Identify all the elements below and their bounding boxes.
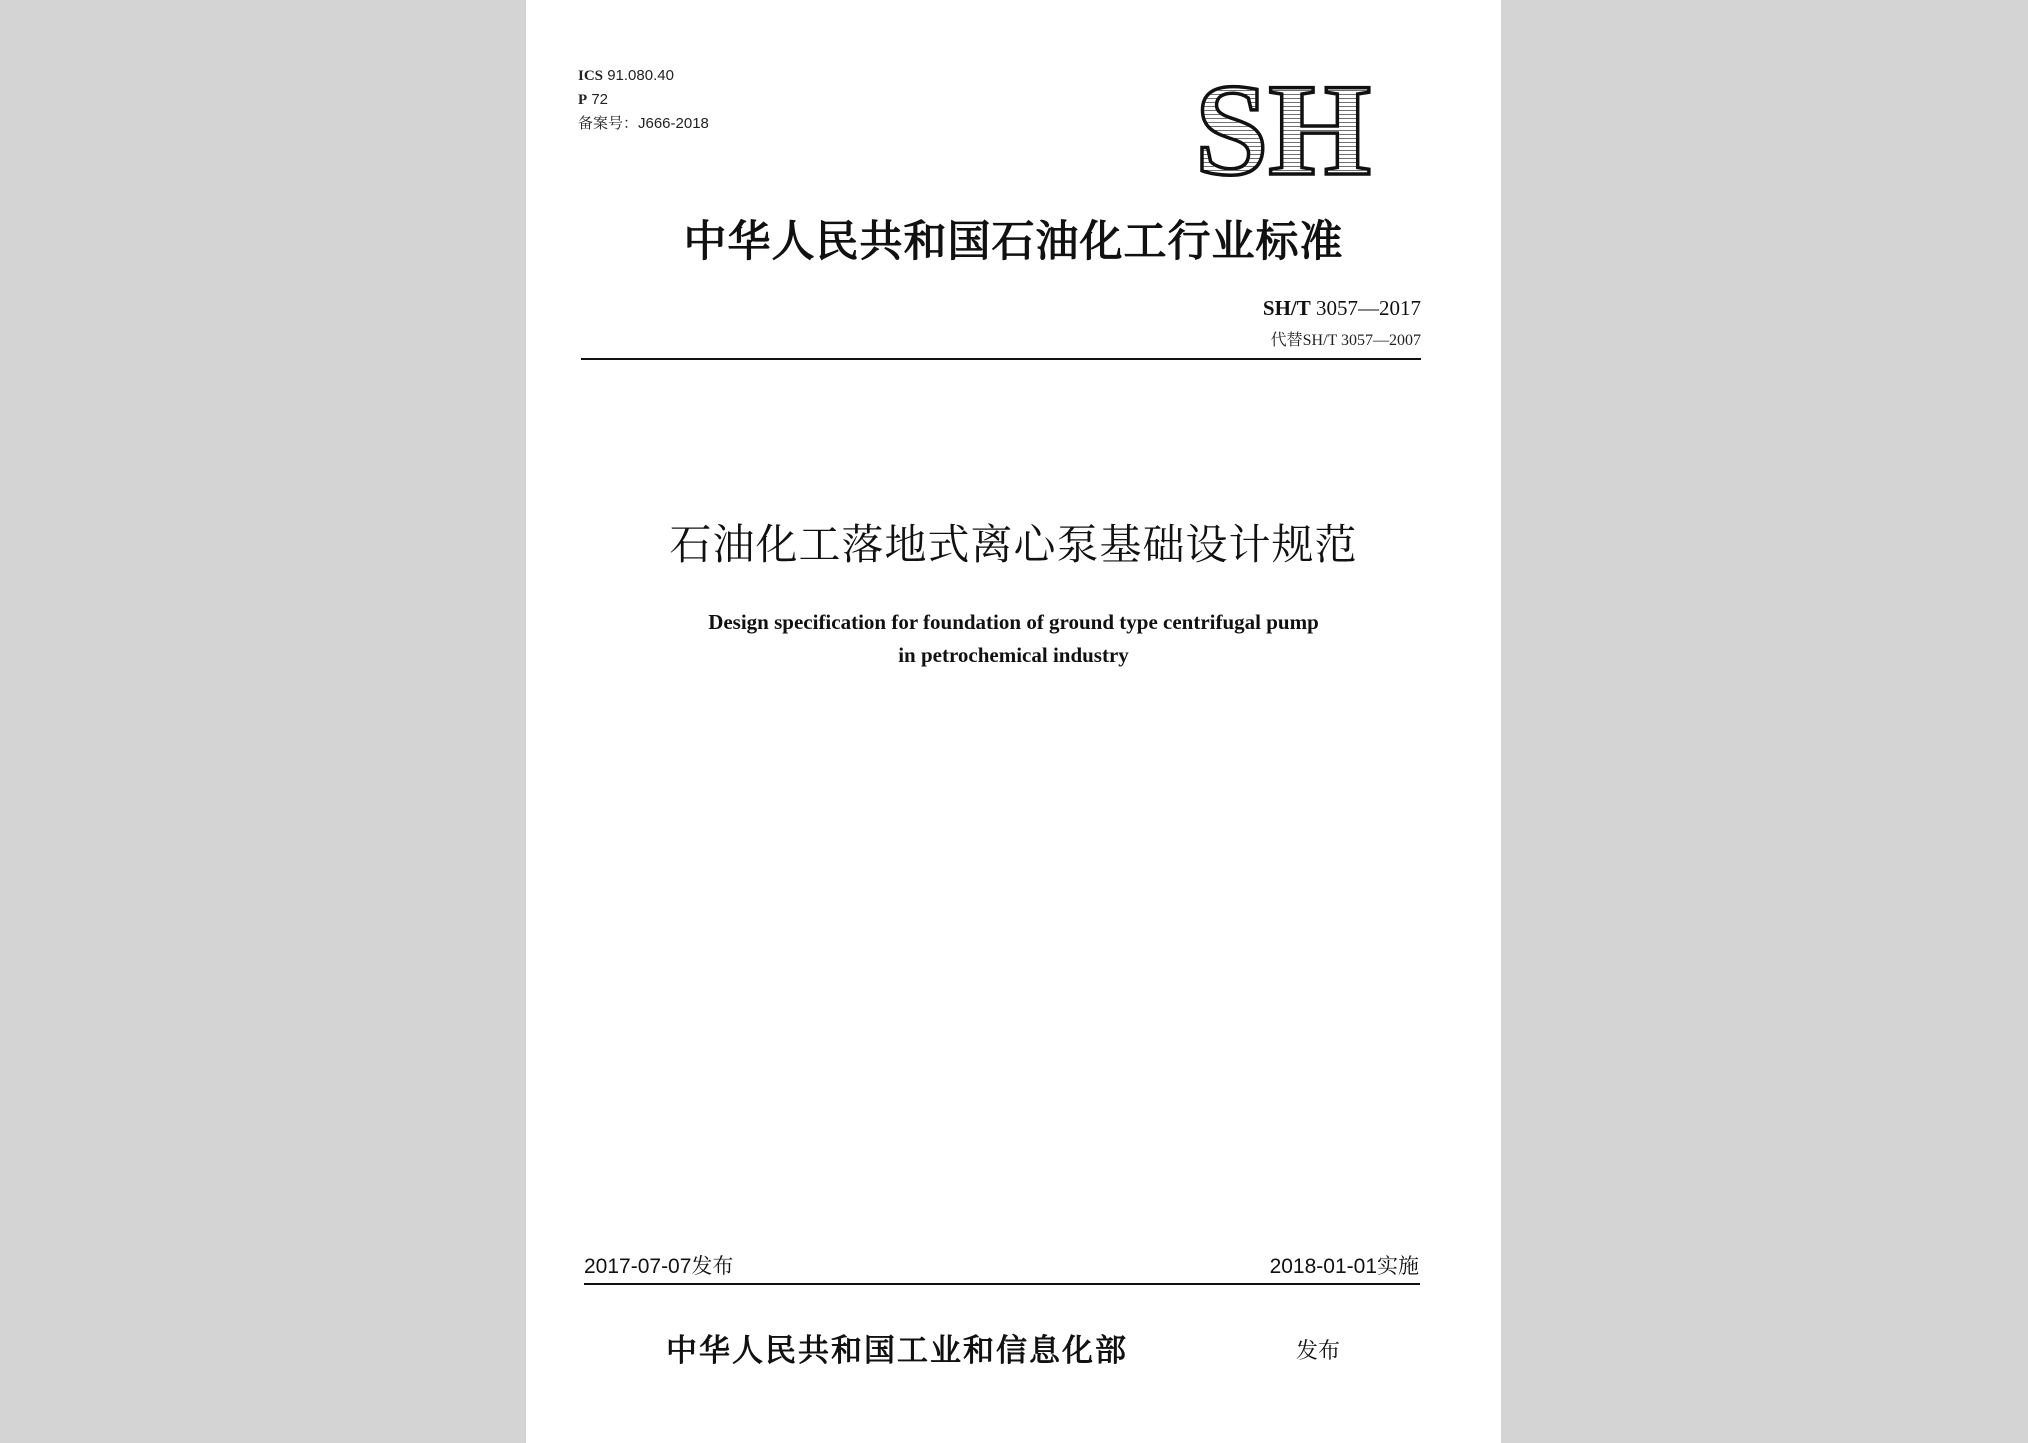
publisher-name: 中华人民共和国工业和信息化部 (666, 1333, 1128, 1369)
sh-logo-text: SH (1194, 70, 1372, 190)
english-title-line-1: Design specification for foundation of ground type centrifugal pump (708, 610, 1319, 634)
header-divider (581, 358, 1421, 360)
ics-label: ICS (578, 68, 604, 84)
sh-logo-mark (1176, 70, 1391, 190)
document-title-chinese: 石油化工落地式离心泵基础设计规范 (669, 520, 1358, 569)
effective-date: 2018-01-01实施 (1269, 1255, 1419, 1278)
ics-code (578, 64, 709, 88)
document-title-english (526, 606, 1501, 672)
record-number: 备案号：J666-2018 (578, 115, 709, 132)
standard-prefix: SH/T (1262, 296, 1311, 320)
publish-label: 发布 (1296, 1339, 1341, 1364)
issue-date: 2017-07-07发布 (584, 1255, 734, 1278)
class-value: 72 (591, 91, 609, 108)
class-label: P (578, 92, 588, 108)
standard-metadata (578, 64, 709, 136)
english-title-line-2: in petrochemical industry (898, 643, 1129, 667)
sh-logo (1176, 70, 1391, 190)
ics-value: 91.080.40 (607, 67, 674, 84)
standard-code: 3057—2017 (1316, 296, 1421, 320)
classification-code (578, 88, 709, 112)
document-page (526, 0, 1501, 1443)
standard-number (1263, 296, 1421, 321)
replaces-standard: 代替SH/T 3057—2007 (1270, 332, 1421, 349)
footer-divider (584, 1283, 1420, 1285)
standard-category-title: 中华人民共和国石油化工行业标准 (683, 217, 1344, 267)
